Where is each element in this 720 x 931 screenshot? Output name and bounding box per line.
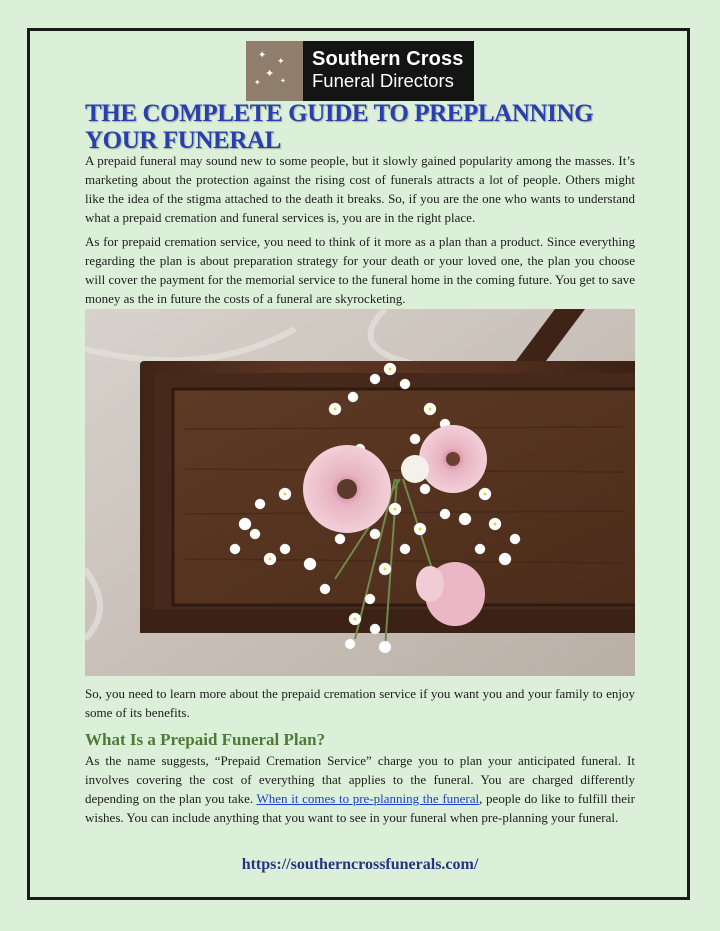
post-photo-paragraph: So, you need to learn more about the prepaid cremation service if you want you and your family to enjoy some of its benefits. <box>85 686 635 720</box>
section-paragraph <box>85 751 635 827</box>
casket-flowers-photo <box>85 309 635 676</box>
section-heading: What Is a Prepaid Funeral Plan? <box>85 730 326 749</box>
company-logo <box>246 41 474 101</box>
section-text-after-link: , people do like to fulfill their wishes. You can include anything that you want to see in your funeral when pre-planning your funeral. <box>85 791 635 825</box>
logo-line-1: Southern Cross <box>312 48 464 70</box>
footer-url[interactable]: https://southerncrossfunerals.com/ <box>241 856 479 873</box>
preplanning-link[interactable]: When it comes to pre-planning the funeral <box>256 791 480 806</box>
intro-paragraph-2: As for prepaid cremation service, you need to think of it more as a plan than a product. Since everything regarding the plan is about preparation strategy for your death or your loved one, the plan you choose will cover the payment for the memorial service to the funeral home in the coming future. You get to save money as the in future the costs of a funeral are skyrocketing. <box>85 234 635 306</box>
logo-wordmark <box>303 41 474 101</box>
intro-paragraph-1: A prepaid funeral may sound new to some people, but it slowly gained popularity among the masses. It’s marketing about the protection against the rising cost of funerals attracts a lot of people. Others might like the idea of the stigma attached to the death it breaks. So, if you are the one who wants to understand what a prepaid cremation and funeral services is, you are in the right place. <box>85 153 635 225</box>
southern-cross-stars-icon: ✦ ✦ ✦ ✦ ✦ <box>246 41 303 101</box>
logo-line-2: Funeral Directors <box>312 70 454 91</box>
page-title: THE COMPLETE GUIDE TO PREPLANNING YOUR FUNERAL <box>85 100 594 154</box>
section-text-before-link: As the name suggests, “Prepaid Cremation Service” charge you to plan your anticipated funeral. It involves covering the cost of everything that applies to the funeral. You are charged differently depending on the plan you take. <box>85 753 635 806</box>
